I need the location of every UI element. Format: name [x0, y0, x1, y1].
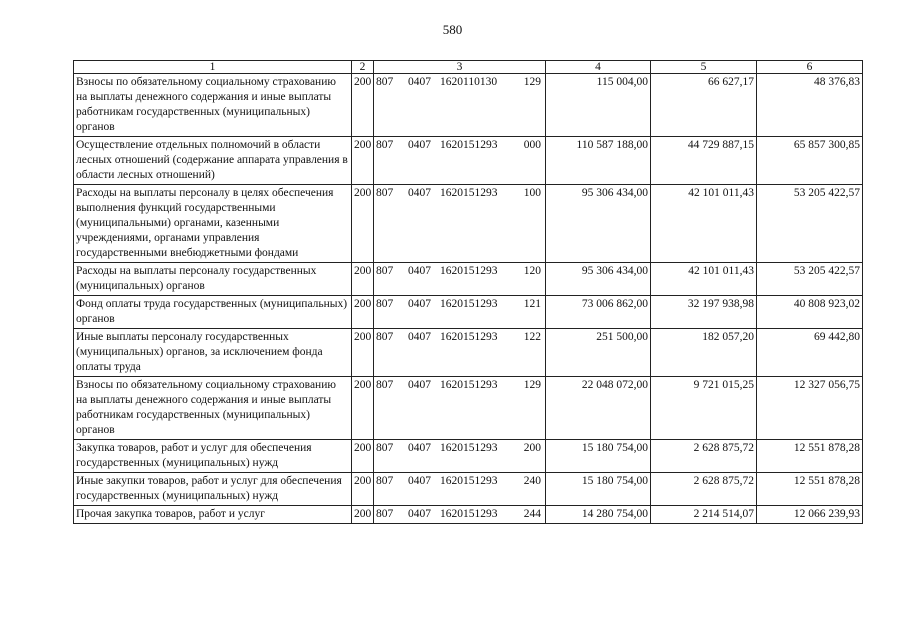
table-row: [74, 137, 863, 185]
code-target: 1620151293: [440, 265, 498, 277]
row-col2: 200: [352, 263, 374, 296]
row-col4: 73 006 862,00: [546, 296, 651, 329]
code-ministry: 807: [376, 379, 394, 391]
budget-table: [73, 60, 863, 524]
table-row: [74, 263, 863, 296]
code-expense-type: 122: [523, 331, 541, 343]
row-name: Прочая закупка товаров, работ и услуг: [74, 506, 352, 524]
row-col6: 53 205 422,57: [757, 185, 863, 263]
code-section: 0407: [408, 298, 431, 310]
row-col5: 66 627,17: [651, 74, 757, 137]
row-col2: 200: [352, 473, 374, 506]
row-name: Закупка товаров, работ и услуг для обеспечения государственных (муниципальных) нужд: [74, 440, 352, 473]
row-col4: 15 180 754,00: [546, 473, 651, 506]
table-row: [74, 506, 863, 524]
row-col5: 9 721 015,25: [651, 377, 757, 440]
row-col6: 48 376,83: [757, 74, 863, 137]
row-col4: 95 306 434,00: [546, 185, 651, 263]
code-target: 1620151293: [440, 298, 498, 310]
row-codes: [374, 506, 546, 524]
code-expense-type: 100: [523, 187, 541, 199]
code-section: 0407: [408, 331, 431, 343]
row-name: Расходы на выплаты персоналу государственных (муниципальных) органов: [74, 263, 352, 296]
table-row: [74, 440, 863, 473]
table-body: [74, 74, 863, 524]
row-name: Фонд оплаты труда государственных (муниципальных) органов: [74, 296, 352, 329]
row-codes: [374, 74, 546, 137]
table-row: [74, 296, 863, 329]
table-row: [74, 329, 863, 377]
code-ministry: 807: [376, 76, 394, 88]
row-col6: 65 857 300,85: [757, 137, 863, 185]
row-col4: 22 048 072,00: [546, 377, 651, 440]
row-col2: 200: [352, 440, 374, 473]
row-col5: 44 729 887,15: [651, 137, 757, 185]
row-codes: [374, 263, 546, 296]
row-col2: 200: [352, 296, 374, 329]
row-codes: [374, 137, 546, 185]
code-section: 0407: [408, 139, 431, 151]
row-col2: 200: [352, 506, 374, 524]
row-col6: 12 066 239,93: [757, 506, 863, 524]
table-header: [74, 61, 863, 74]
row-col5: 182 057,20: [651, 329, 757, 377]
header-col-3: 3: [374, 61, 546, 74]
row-codes: [374, 377, 546, 440]
header-col-4: 4: [546, 61, 651, 74]
row-col2: 200: [352, 74, 374, 137]
code-expense-type: 129: [523, 76, 541, 88]
row-col2: 200: [352, 377, 374, 440]
row-codes: [374, 473, 546, 506]
code-target: 1620151293: [440, 379, 498, 391]
row-codes: [374, 329, 546, 377]
row-col4: 95 306 434,00: [546, 263, 651, 296]
row-name: Взносы по обязательному социальному страхованию на выплаты денежного содержания и иные выплаты работникам государственных (муниципальных) органов: [74, 74, 352, 137]
row-col6: 12 551 878,28: [757, 473, 863, 506]
header-col-1: 1: [74, 61, 352, 74]
code-target: 1620151293: [440, 187, 498, 199]
code-target: 1620151293: [440, 508, 498, 520]
page-number: 580: [442, 22, 463, 37]
row-col5: 2 628 875,72: [651, 440, 757, 473]
code-expense-type: 121: [523, 298, 541, 310]
row-codes: [374, 440, 546, 473]
header-col-2: 2: [352, 61, 374, 74]
header-col-6: 6: [757, 61, 863, 74]
row-col2: 200: [352, 185, 374, 263]
code-section: 0407: [408, 76, 431, 88]
code-expense-type: 129: [523, 379, 541, 391]
row-col6: 12 551 878,28: [757, 440, 863, 473]
code-ministry: 807: [376, 442, 394, 454]
row-col5: 32 197 938,98: [651, 296, 757, 329]
code-target: 1620151293: [440, 139, 498, 151]
code-target: 1620151293: [440, 331, 498, 343]
code-ministry: 807: [376, 475, 394, 487]
code-ministry: 807: [376, 187, 394, 199]
table-row: [74, 377, 863, 440]
code-section: 0407: [408, 475, 431, 487]
code-target: 1620151293: [440, 442, 498, 454]
row-name: Осуществление отдельных полномочий в области лесных отношений (содержание аппарата управления в области лесных отношений): [74, 137, 352, 185]
code-expense-type: 240: [523, 475, 541, 487]
row-col6: 12 327 056,75: [757, 377, 863, 440]
row-col4: 251 500,00: [546, 329, 651, 377]
row-col2: 200: [352, 137, 374, 185]
row-col4: 15 180 754,00: [546, 440, 651, 473]
row-name: Взносы по обязательному социальному страхованию на выплаты денежного содержания и иные выплаты работникам государственных (муниципальных) органов: [74, 377, 352, 440]
table-row: [74, 185, 863, 263]
row-name: Иные выплаты персоналу государственных (муниципальных) органов, за исключением фонда оплаты труда: [74, 329, 352, 377]
row-col5: 42 101 011,43: [651, 185, 757, 263]
code-ministry: 807: [376, 139, 394, 151]
code-section: 0407: [408, 442, 431, 454]
code-ministry: 807: [376, 298, 394, 310]
code-section: 0407: [408, 265, 431, 277]
table-row: [74, 74, 863, 137]
row-col6: 40 808 923,02: [757, 296, 863, 329]
header-row: [74, 61, 863, 74]
row-name: Иные закупки товаров, работ и услуг для обеспечения государственных (муниципальных) нужд: [74, 473, 352, 506]
code-ministry: 807: [376, 265, 394, 277]
table-row: [74, 473, 863, 506]
row-col5: 42 101 011,43: [651, 263, 757, 296]
code-section: 0407: [408, 379, 431, 391]
row-col4: 115 004,00: [546, 74, 651, 137]
row-col5: 2 214 514,07: [651, 506, 757, 524]
row-col6: 53 205 422,57: [757, 263, 863, 296]
row-codes: [374, 296, 546, 329]
row-col4: 14 280 754,00: [546, 506, 651, 524]
row-col5: 2 628 875,72: [651, 473, 757, 506]
row-name: Расходы на выплаты персоналу в целях обеспечения выполнения функций государственными (муниципальными) органами, казенными учреждениями, органами управления государственными внебюджетными фондами: [74, 185, 352, 263]
code-expense-type: 200: [523, 442, 541, 454]
code-ministry: 807: [376, 508, 394, 520]
row-codes: [374, 185, 546, 263]
row-col6: 69 442,80: [757, 329, 863, 377]
code-ministry: 807: [376, 331, 394, 343]
code-target: 1620151293: [440, 475, 498, 487]
code-section: 0407: [408, 187, 431, 199]
header-col-5: 5: [651, 61, 757, 74]
row-col2: 200: [352, 329, 374, 377]
code-section: 0407: [408, 508, 431, 520]
code-expense-type: 120: [523, 265, 541, 277]
code-expense-type: 244: [523, 508, 541, 520]
row-col4: 110 587 188,00: [546, 137, 651, 185]
code-target: 1620110130: [440, 76, 498, 88]
code-expense-type: 000: [523, 139, 541, 151]
